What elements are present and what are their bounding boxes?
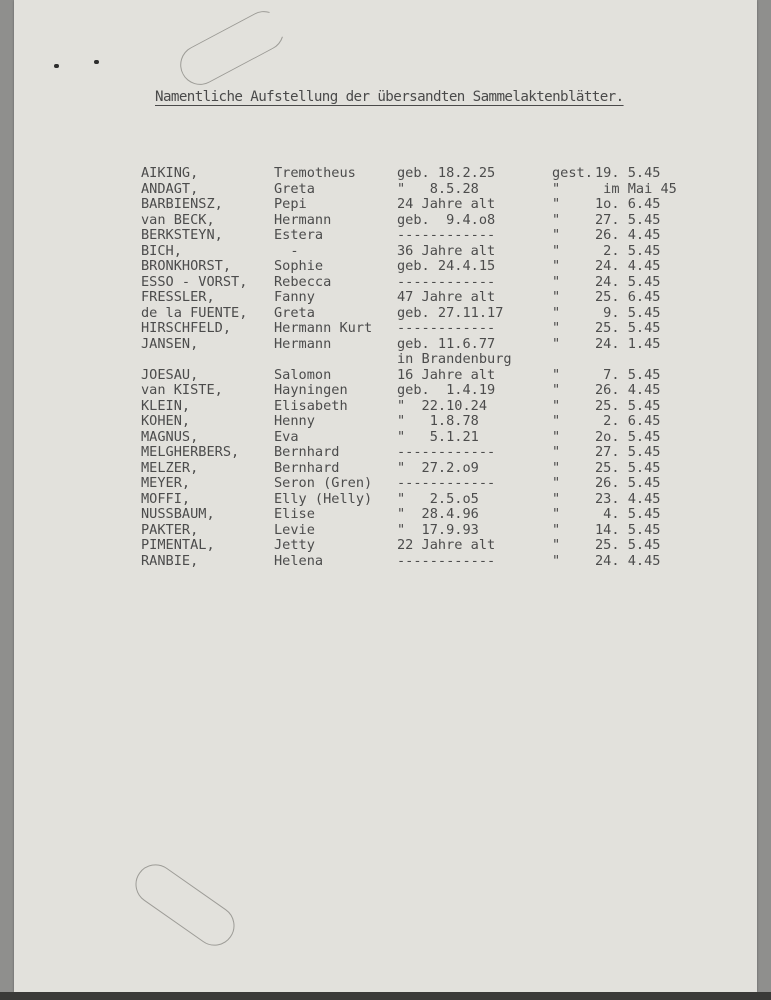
entry-surname: ANDAGT, xyxy=(141,180,199,197)
entry-death-label: " xyxy=(552,273,561,290)
entry-death-label: " xyxy=(552,537,561,553)
entry-death-label: " xyxy=(552,211,561,228)
entry-death-date: im Mai 45 xyxy=(595,180,677,197)
entry-death-date: 19. 5.45 xyxy=(595,165,661,181)
entry-surname: JANSEN, xyxy=(141,335,199,352)
entry-given-name: Levie xyxy=(274,521,315,538)
entry-given-name: Jetty xyxy=(274,537,315,553)
entry-surname: AIKING, xyxy=(141,165,199,181)
entry-given-name: - xyxy=(274,242,299,259)
entry-death-date: 9. 5.45 xyxy=(595,304,661,321)
entry-surname: PIMENTAL, xyxy=(141,537,215,553)
name-list xyxy=(14,166,757,569)
entry-death-date: 25. 5.45 xyxy=(595,537,661,553)
entry-death-date: 26. 4.45 xyxy=(595,227,661,243)
entry-surname: HIRSCHFELD, xyxy=(141,320,232,336)
entry-given-name: Bernhard xyxy=(274,459,340,476)
entry-death-label: " xyxy=(552,289,561,305)
entry-given-name: Fanny xyxy=(274,289,315,305)
entry-death-date: 25. 5.45 xyxy=(595,397,661,414)
entry-surname: RANBIE, xyxy=(141,552,199,569)
entry-death-date: 25. 5.45 xyxy=(595,320,661,336)
list-row xyxy=(14,182,757,198)
entry-death-date: 24. 1.45 xyxy=(595,335,661,352)
list-row xyxy=(14,290,757,306)
entry-death-label: " xyxy=(552,444,561,460)
entry-death-date: 14. 5.45 xyxy=(595,521,661,538)
entry-death-label: " xyxy=(552,506,561,522)
entry-death-label: " xyxy=(552,413,561,429)
entry-death-label: " xyxy=(552,366,561,383)
entry-surname: BERKSTEYN, xyxy=(141,227,223,243)
entry-death-label: " xyxy=(552,335,561,352)
entry-surname: NUSSBAUM, xyxy=(141,506,215,522)
list-row xyxy=(14,337,757,353)
entry-death-date: 24. 4.45 xyxy=(595,552,661,569)
entry-death-date: 2. 6.45 xyxy=(595,413,661,429)
entry-death-label: " xyxy=(552,475,561,491)
entry-surname: FRESSLER, xyxy=(141,289,215,305)
list-row xyxy=(14,476,757,492)
entry-given-name: Hermann xyxy=(274,211,332,228)
entry-surname: KLEIN, xyxy=(141,397,191,414)
entry-surname: MEYER, xyxy=(141,475,191,491)
entry-surname: van KISTE, xyxy=(141,382,223,398)
entry-death-label: " xyxy=(552,320,561,336)
entry-birth-info: " 27.2.o9 xyxy=(397,459,479,476)
entry-birth-info: " 1.8.78 xyxy=(397,413,479,429)
entry-given-name: Elise xyxy=(274,506,315,522)
entry-death-label: " xyxy=(552,490,561,507)
entry-death-label: " xyxy=(552,242,561,259)
entry-given-name: Eva xyxy=(274,428,299,445)
entry-surname: MELZER, xyxy=(141,459,199,476)
entry-death-date: 27. 5.45 xyxy=(595,444,661,460)
entry-birth-info: " 22.10.24 xyxy=(397,397,488,414)
entry-surname: PAKTER, xyxy=(141,521,199,538)
entry-birth-info: " 2.5.o5 xyxy=(397,490,479,507)
entry-surname: KOHEN, xyxy=(141,413,191,429)
entry-given-name: Estera xyxy=(274,227,324,243)
entry-birth-info: ------------ xyxy=(397,227,496,243)
list-row xyxy=(14,445,757,461)
entry-death-label: " xyxy=(552,459,561,476)
entry-given-name: Greta xyxy=(274,304,315,321)
list-row xyxy=(14,197,757,213)
entry-surname: MELGHERBERS, xyxy=(141,444,240,460)
entry-surname: de la FUENTE, xyxy=(141,304,248,321)
entry-birth-info: ------------ xyxy=(397,273,496,290)
entry-birth-info: geb. 1.4.19 xyxy=(397,382,496,398)
ink-speck xyxy=(94,60,99,64)
entry-death-date: 24. 4.45 xyxy=(595,258,661,274)
entry-birth-info: ------------ xyxy=(397,320,496,336)
entry-death-date: 2o. 5.45 xyxy=(595,428,661,445)
entry-death-label: " xyxy=(552,428,561,445)
entry-death-date: 2. 5.45 xyxy=(595,242,661,259)
entry-given-name: Hayningen xyxy=(274,382,348,398)
punch-hole-mark-top xyxy=(173,4,291,92)
entry-death-date: 4. 5.45 xyxy=(595,506,661,522)
list-row xyxy=(14,507,757,523)
entry-surname: JOESAU, xyxy=(141,366,199,383)
entry-death-label: gest. xyxy=(552,165,593,181)
entry-given-name: Seron (Gren) xyxy=(274,475,373,491)
list-row xyxy=(14,306,757,322)
entry-death-date: 27. 5.45 xyxy=(595,211,661,228)
list-row xyxy=(14,352,757,368)
list-row xyxy=(14,414,757,430)
entry-birth-info: geb. 24.4.15 xyxy=(397,258,496,274)
entry-death-date: 26. 4.45 xyxy=(595,382,661,398)
entry-death-label: " xyxy=(552,180,561,197)
list-row xyxy=(14,213,757,229)
entry-surname: ESSO - VORST, xyxy=(141,273,248,290)
list-row xyxy=(14,492,757,508)
entry-given-name: Bernhard xyxy=(274,444,340,460)
list-row xyxy=(14,166,757,182)
entry-surname: BARBIENSZ, xyxy=(141,196,223,212)
list-row xyxy=(14,368,757,384)
entry-birth-info: 22 Jahre alt xyxy=(397,537,496,553)
list-row xyxy=(14,430,757,446)
entry-given-name: Rebecca xyxy=(274,273,332,290)
entry-death-label: " xyxy=(552,397,561,414)
entry-surname: BICH, xyxy=(141,242,182,259)
entry-death-label: " xyxy=(552,521,561,538)
list-row xyxy=(14,554,757,570)
entry-death-label: " xyxy=(552,382,561,398)
entry-birth-info: " 5.1.21 xyxy=(397,428,479,445)
list-row xyxy=(14,399,757,415)
entry-death-date: 25. 5.45 xyxy=(595,459,661,476)
entry-death-date: 1o. 6.45 xyxy=(595,196,661,212)
entry-death-date: 24. 5.45 xyxy=(595,273,661,290)
list-row xyxy=(14,538,757,554)
ink-speck xyxy=(54,64,59,68)
entry-birth-info: geb. 9.4.o8 xyxy=(397,211,496,228)
entry-given-name: Henny xyxy=(274,413,315,429)
entry-given-name: Hermann Kurt xyxy=(274,320,373,336)
entry-given-name: Elisabeth xyxy=(274,397,348,414)
entry-birth-info: geb. 18.2.25 xyxy=(397,165,496,181)
entry-birth-info: geb. 11.6.77 xyxy=(397,335,496,352)
entry-death-label: " xyxy=(552,552,561,569)
list-row xyxy=(14,461,757,477)
entry-birth-info: 47 Jahre alt xyxy=(397,289,496,305)
entry-birth-info: " 28.4.96 xyxy=(397,506,479,522)
entry-birth-info: ------------ xyxy=(397,552,496,569)
entry-birth-info: " 17.9.93 xyxy=(397,521,479,538)
entry-death-date: 26. 5.45 xyxy=(595,475,661,491)
list-row xyxy=(14,244,757,260)
scan-border xyxy=(0,992,771,1000)
punch-hole-mark-bottom xyxy=(128,856,243,953)
list-row xyxy=(14,321,757,337)
entry-surname: MAGNUS, xyxy=(141,428,199,445)
entry-surname: BRONKHORST, xyxy=(141,258,232,274)
entry-given-name: Sophie xyxy=(274,258,324,274)
entry-given-name: Greta xyxy=(274,180,315,197)
list-row xyxy=(14,383,757,399)
document-title: Namentliche Aufstellung der übersandten Sammelaktenblätter. xyxy=(155,89,624,105)
entry-given-name: Salomon xyxy=(274,366,332,383)
entry-birth-info: 16 Jahre alt xyxy=(397,366,496,383)
entry-given-name: Pepi xyxy=(274,196,307,212)
list-row xyxy=(14,523,757,539)
entry-death-label: " xyxy=(552,258,561,274)
list-row xyxy=(14,275,757,291)
entry-given-name: Tremotheus xyxy=(274,165,356,181)
entry-death-label: " xyxy=(552,304,561,321)
entry-death-label: " xyxy=(552,196,561,212)
entry-death-label: " xyxy=(552,227,561,243)
entry-birth-info: geb. 27.11.17 xyxy=(397,304,504,321)
entry-death-date: 25. 6.45 xyxy=(595,289,661,305)
entry-given-name: Helena xyxy=(274,552,324,569)
list-row xyxy=(14,259,757,275)
entry-birth-info: ------------ xyxy=(397,475,496,491)
entry-birth-info: in Brandenburg xyxy=(397,351,512,367)
entry-birth-info: ------------ xyxy=(397,444,496,460)
entry-birth-info: 24 Jahre alt xyxy=(397,196,496,212)
entry-surname: MOFFI, xyxy=(141,490,191,507)
entry-birth-info: " 8.5.28 xyxy=(397,180,479,197)
entry-birth-info: 36 Jahre alt xyxy=(397,242,496,259)
entry-death-date: 7. 5.45 xyxy=(595,366,661,383)
entry-surname: van BECK, xyxy=(141,211,215,228)
list-row xyxy=(14,228,757,244)
entry-given-name: Elly (Helly) xyxy=(274,490,373,507)
entry-death-date: 23. 4.45 xyxy=(595,490,661,507)
entry-given-name: Hermann xyxy=(274,335,332,352)
document-sheet xyxy=(14,0,757,992)
